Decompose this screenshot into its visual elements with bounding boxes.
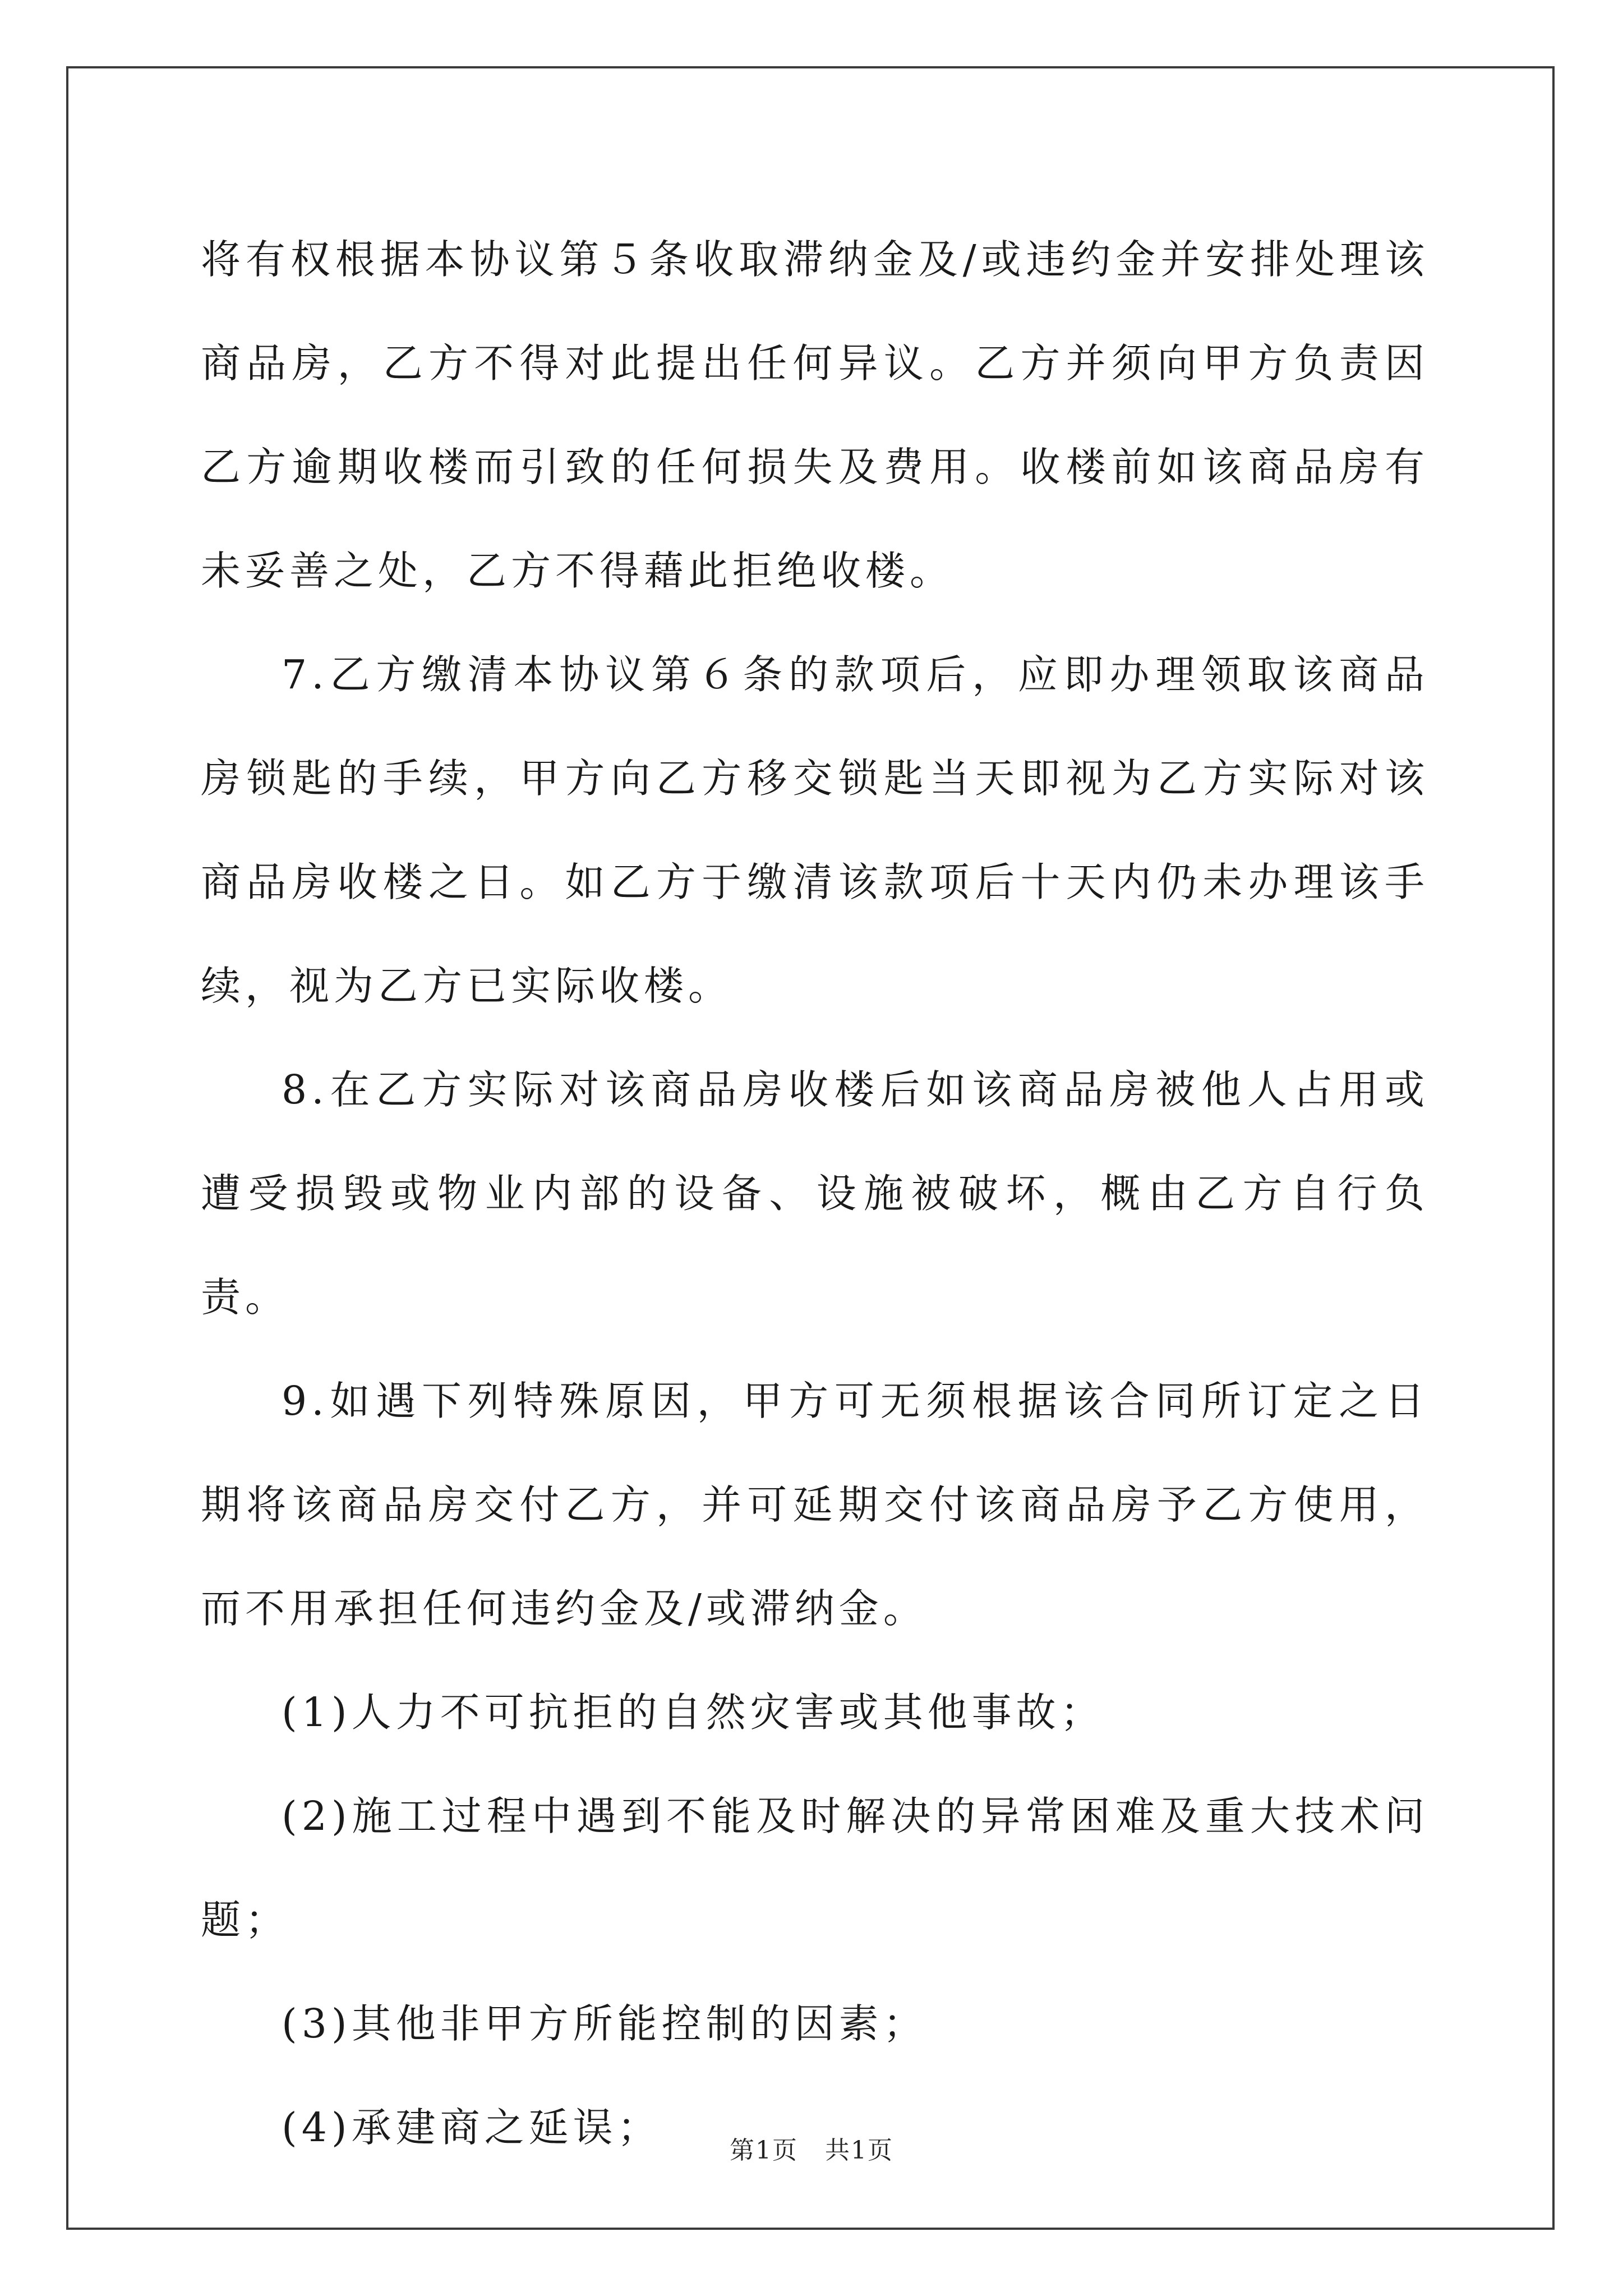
paragraph-clause-8: 8.在乙方实际对该商品房收楼后如该商品房被他人占用或遭受损毁或物业内部的设备、设施被破坏，概由乙方自行负责。 (201, 1066, 1429, 1320)
paragraph-1: 将有权根据本协议第５条收取滞纳金及/或违约金并安排处理该商品房，乙方不得对此提出任何异议。乙方并须向甲方负责因乙方逾期收楼而引致的任何损失及费用。收楼前如该商品房有未妥善之处，乙方不得藉此拒绝收楼。 (201, 236, 1429, 594)
page-total: 共1页 (825, 2136, 893, 2165)
page-number: 第1页 (730, 2136, 798, 2165)
paragraph-clause-9: 9.如遇下列特殊原因，甲方可无须根据该合同所订定之日期将该商品房交付乙方，并可延期交付该商品房予乙方使用，而不用承担任何违约金及/或滞纳金。 (201, 1378, 1429, 1632)
list-item-1: (1)人力不可抗拒的自然灾害或其他事故； (282, 1689, 1105, 1736)
paragraph-clause-7: 7.乙方缴清本协议第６条的款项后，应即办理领取该商品房锁匙的手续，甲方向乙方移交锁匙当天即视为乙方实际对该商品房收楼之日。如乙方于缴清该款项后十天内仍未办理该手续，视为乙方已实际收楼。 (201, 651, 1429, 1009)
list-item-3: (3)其他非甲方所能控制的因素； (282, 2000, 928, 2047)
document-body (201, 208, 1429, 2179)
list-item-2: (2)施工过程中遇到不能及时解决的异常困难及重大技术问题； (201, 1793, 1429, 1943)
page-footer (0, 2134, 1623, 2168)
list-item-4: (4)承建商之延误； (282, 2104, 662, 2151)
